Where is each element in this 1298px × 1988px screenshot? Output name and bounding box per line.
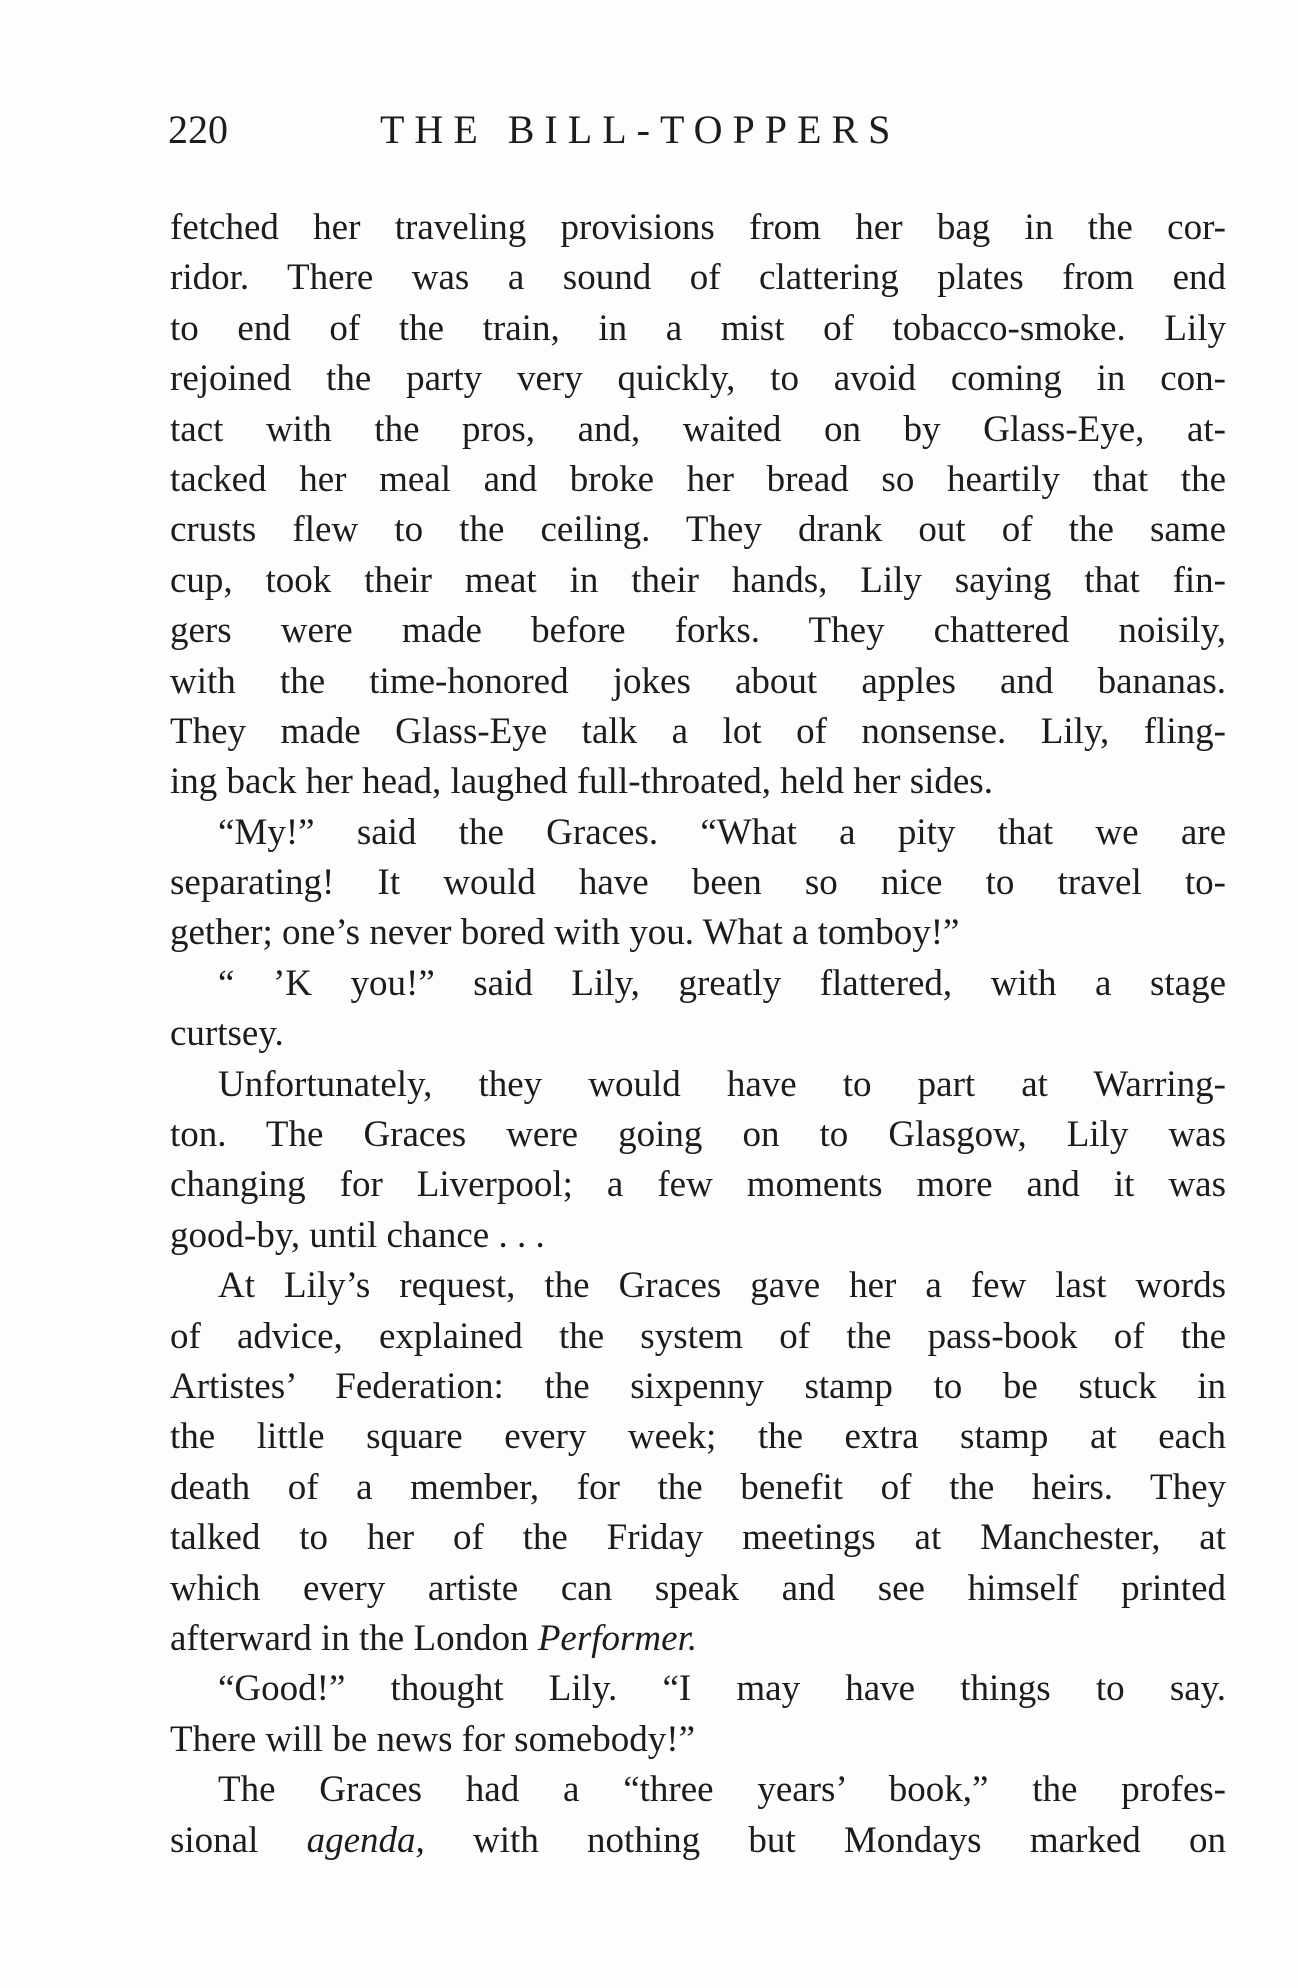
text-fragment: afterward in the London (170, 1617, 529, 1659)
page-number: 220 (168, 107, 228, 152)
text-line: tact with the pros, and, waited on by Glass-Eye, at- (170, 408, 1226, 450)
body-text (170, 203, 1226, 1866)
text-line: The Graces had a “three years’ book,” the profes- (218, 1769, 1226, 1811)
text-line: ridor. There was a sound of clattering plates from end (170, 257, 1226, 299)
text-line: tacked her meal and broke her bread so heartily that the (170, 458, 1226, 500)
text-line: gether; one’s never bored with you. What a tomboy!” (170, 912, 960, 954)
text-line: changing for Liverpool; a few moments more and it was (170, 1164, 1226, 1206)
text-line: of advice, explained the system of the pass-book of the (170, 1315, 1226, 1357)
text-line: death of a member, for the benefit of the heirs. They (170, 1466, 1226, 1508)
text-line: the little square every week; the extra stamp at each (170, 1416, 1226, 1458)
text-line: rejoined the party very quickly, to avoid coming in con- (170, 358, 1226, 400)
text-line: There will be news for somebody!” (170, 1718, 696, 1760)
text-line: with the time-honored jokes about apples and bananas. (170, 660, 1226, 702)
text-line: “Good!” thought Lily. “I may have things to say. (218, 1668, 1226, 1710)
text-line: Unfortunately, they would have to part at Warring- (218, 1063, 1226, 1105)
text-line: gers were made before forks. They chattered noisily, (170, 610, 1226, 652)
text-line: good-by, until chance . . . (170, 1214, 545, 1256)
text-line: to end of the train, in a mist of tobacco-smoke. Lily (170, 307, 1226, 349)
text-line: “ ’K you!” said Lily, greatly flattered, with a stage (218, 962, 1226, 1004)
text-line: cup, took their meat in their hands, Lily saying that fin- (170, 559, 1226, 601)
text-line: Artistes’ Federation: the sixpenny stamp to be stuck in (170, 1365, 1226, 1407)
book-title: THE BILL-TOPPERS (380, 107, 901, 152)
text-line (170, 1614, 1226, 1664)
text-line: curtsey. (170, 1013, 284, 1055)
text-line (170, 1816, 1226, 1866)
text-line: “My!” said the Graces. “What a pity that we are (218, 811, 1226, 853)
text-line: At Lily’s request, the Graces gave her a few last words (218, 1265, 1226, 1307)
text-line: They made Glass-Eye talk a lot of nonsense. Lily, fling- (170, 710, 1226, 752)
italic-word-agenda: agenda, (306, 1819, 425, 1861)
text-line: fetched her traveling provisions from her bag in the cor- (170, 207, 1226, 248)
text-fragment: sional (170, 1819, 259, 1861)
text-fragment: with nothing but Mondays marked on (473, 1819, 1226, 1861)
text-line: talked to her of the Friday meetings at Manchester, at (170, 1517, 1226, 1559)
text-line: ing back her head, laughed full-throated, held her sides. (170, 761, 993, 803)
text-line: separating! It would have been so nice to travel to- (170, 862, 1226, 904)
italic-title-performer: Performer. (537, 1617, 698, 1659)
text-line: crusts flew to the ceiling. They drank out of the same (170, 509, 1226, 551)
text-line: ton. The Graces were going on to Glasgow, Lily was (170, 1114, 1226, 1156)
text-line: which every artiste can speak and see himself printed (170, 1567, 1226, 1609)
running-head (168, 100, 1228, 160)
